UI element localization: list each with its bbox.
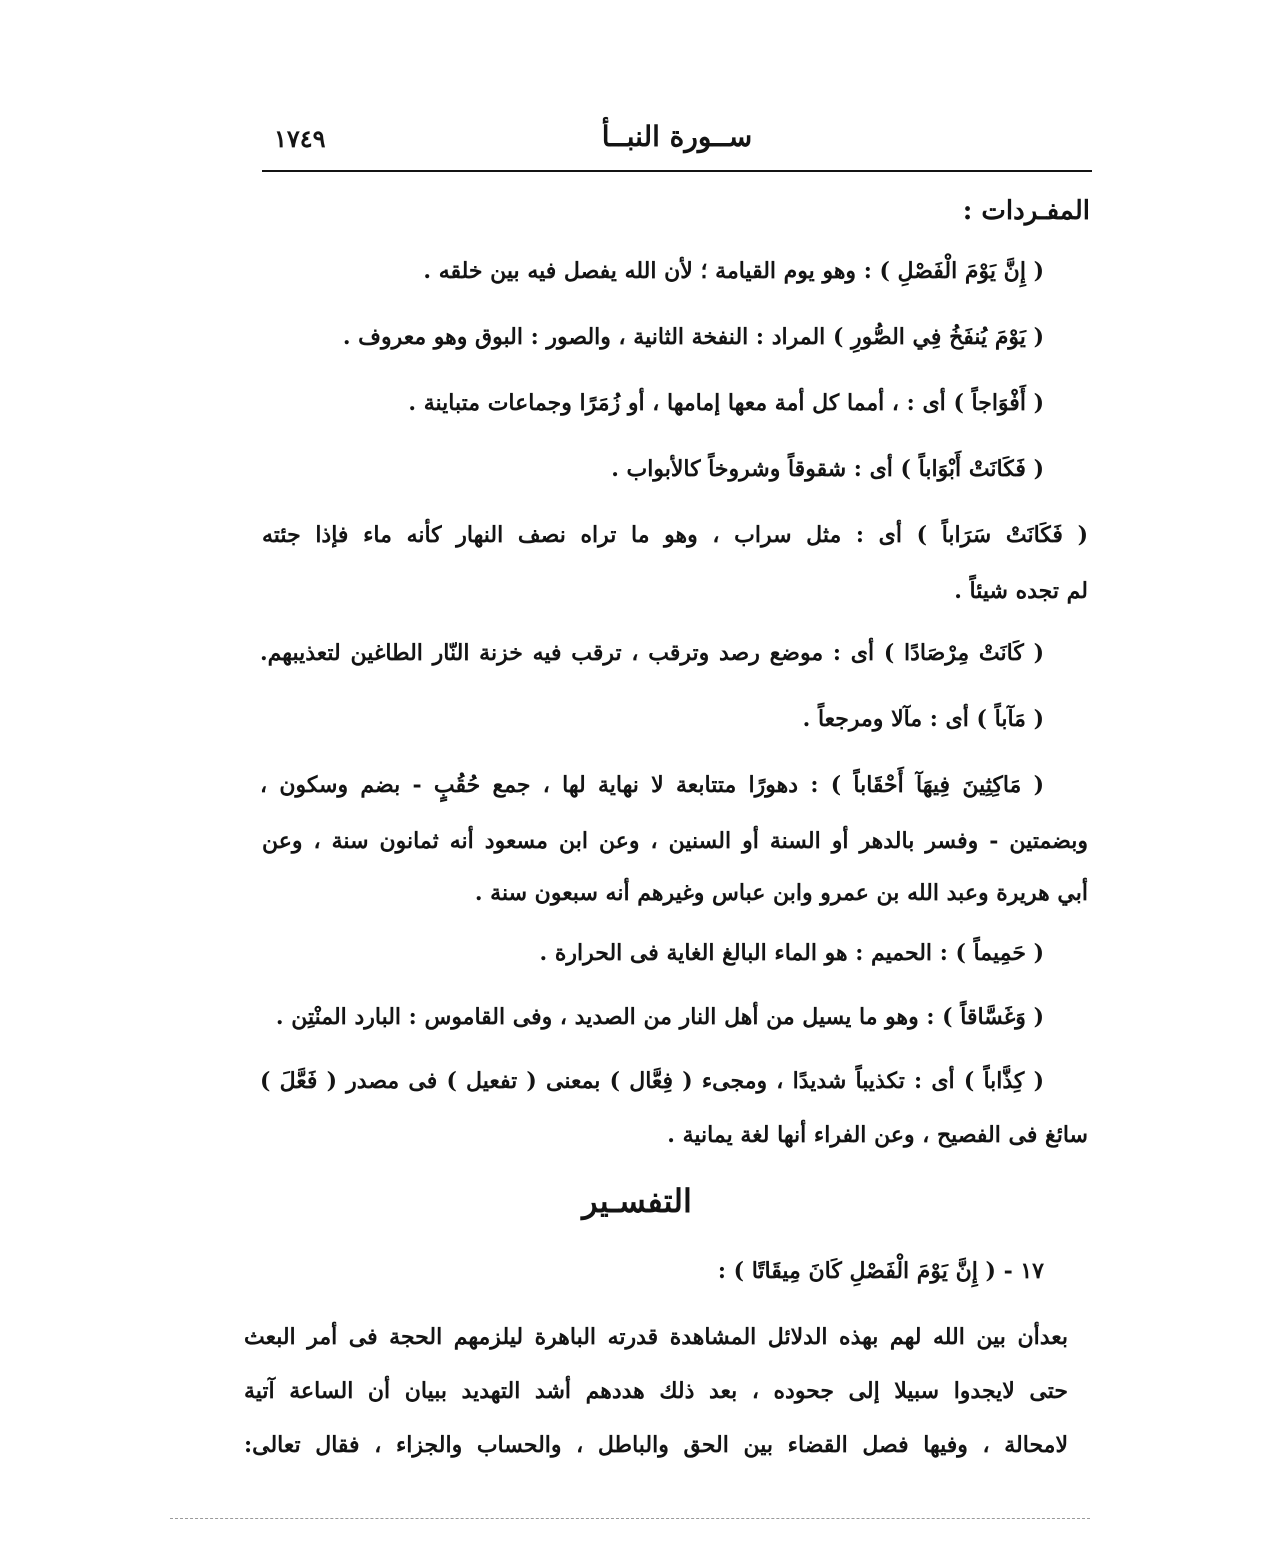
vocabulary-line: لم تجده شيئاً .	[954, 578, 1088, 604]
vocabulary-heading: المفـردات :	[962, 196, 1090, 226]
tafsir-paragraph-line: لامحالة ، وفيها فصل القضاء بين الحق والباطل ، والحساب والجزاء ، فقال تعالى:	[244, 1432, 1068, 1458]
vocabulary-line: ( كِذَّاباً ) أى : تكذيباً شديدًا ، ومجىء ( فِعَّال ) بمعنى ( تفعيل ) فى مصدر ( فَعَّلَ )	[260, 1068, 1044, 1094]
vocabulary-line: ( مَاكِثِينَ فِيهَآ أَحْقَاباً ) : دهورًا متتابعة لا نهاية لها ، جمع حُقُبٍ - بضم وسكون ،	[260, 772, 1044, 798]
footer-rule	[170, 1518, 1090, 1519]
page-number: ١٧٤٩	[274, 124, 326, 153]
tafsir-heading: التفسـير	[582, 1182, 692, 1220]
verse-line: ١٧ - ( إِنَّ يَوْمَ الْفَصْلِ كَانَ مِيقَاتًا ) :	[717, 1258, 1044, 1284]
vocabulary-line: سائغ فى الفصيح ، وعن الفراء أنها لغة يمانية .	[667, 1122, 1088, 1148]
running-title: ســورة النبــأ	[601, 120, 753, 153]
header-rule	[262, 170, 1092, 172]
tafsir-paragraph-line: حتى لايجدوا سبيلا إلى جحوده ، بعد ذلك هددهم أشد التهديد ببيان أن الساعة آتية	[244, 1378, 1068, 1404]
vocabulary-line: ( وَغَسَّاقاً ) : وهو ما يسيل من أهل النار من الصديد ، وفى القاموس : البارد المنْتِن .	[275, 1004, 1044, 1030]
vocabulary-line: ( فَكَانَتْ سَرَاباً ) أى : مثل سراب ، وهو ما تراه نصف النهار كأنه ماء فإذا جئته	[262, 522, 1088, 548]
vocabulary-line: ( مَآباً ) أى : مآلا ومرجعاً .	[802, 706, 1044, 732]
vocabulary-line: ( كَانَتْ مِرْصَادًا ) أى : موضع رصد وترقب ، ترقب فيه خزنة النّار الطاغين لتعذيبهم.	[260, 640, 1044, 666]
vocabulary-line: ( حَمِيماً ) : الحميم : هو الماء البالغ الغاية فى الحرارة .	[539, 940, 1044, 966]
vocabulary-line: ( إِنَّ يَوْمَ الْفَصْلِ ) : وهو يوم القيامة ؛ لأن الله يفصل فيه بين خلقه .	[423, 258, 1044, 284]
vocabulary-line: وبضمتين - وفسر بالدهر أو السنة أو السنين ، وعن ابن مسعود أنه ثمانون سنة ، وعن	[262, 828, 1088, 854]
vocabulary-line: ( يَوْمَ يُنفَخُ فِي الصُّورِ ) المراد : النفخة الثانية ، والصور : البوق وهو معروف .	[342, 324, 1044, 350]
tafsir-paragraph-line: بعدأن بين الله لهم بهذه الدلائل المشاهدة قدرته الباهرة ليلزمهم الحجة فى أمر البعث	[244, 1324, 1068, 1350]
page-header	[262, 118, 1092, 168]
vocabulary-line: ( أَفْوَاجاً ) أى : ، أمما كل أمة معها إمامها ، أو زُمَرًا وجماعات متباينة .	[408, 390, 1044, 416]
vocabulary-line: أبي هريرة وعبد الله بن عمرو وابن عباس وغيرهم أنه سبعون سنة .	[474, 880, 1088, 906]
vocabulary-line: ( فَكَانَتْ أَبْوَاباً ) أى : شقوقاً وشروخاً كالأبواب .	[611, 456, 1044, 482]
